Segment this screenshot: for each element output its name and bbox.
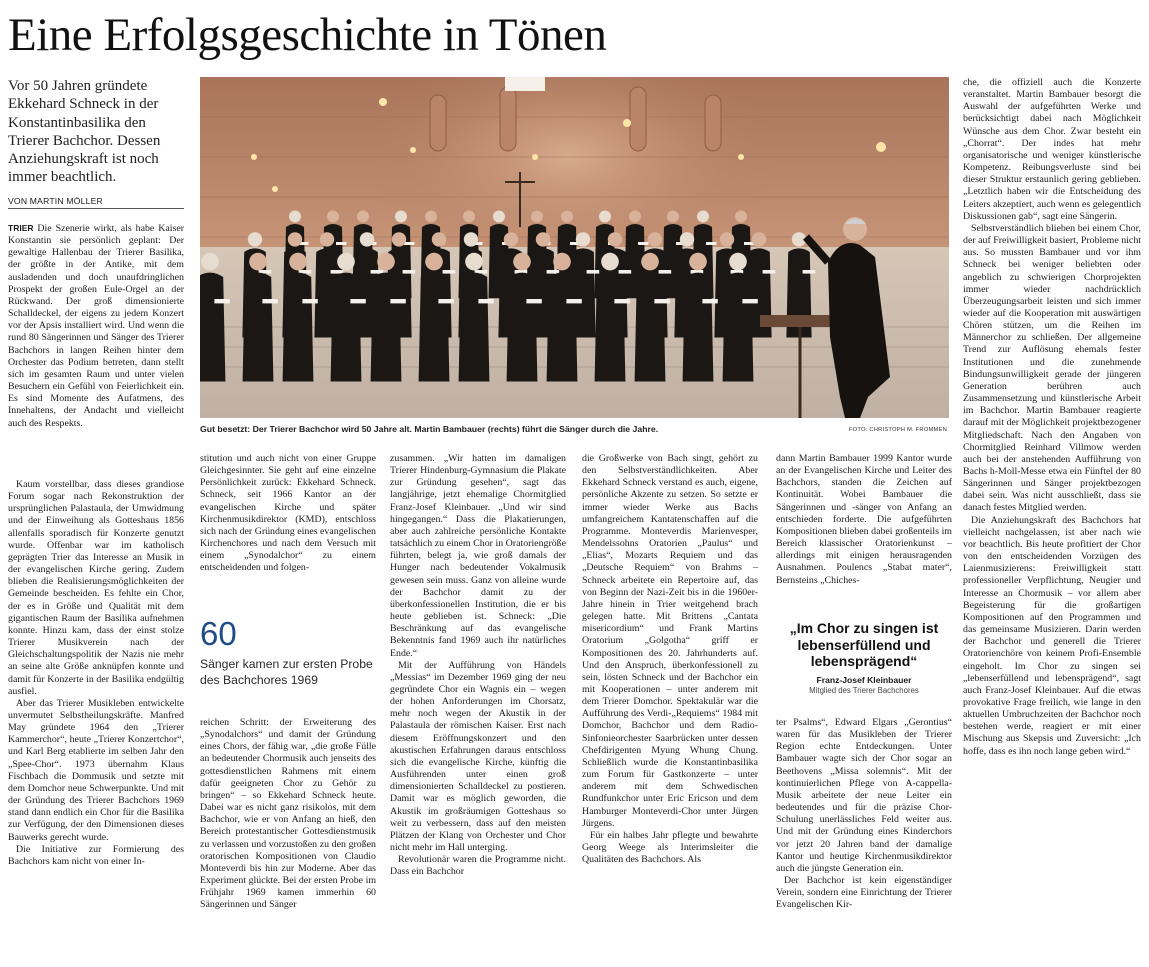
paragraph: Die Anziehungskraft des Bachchors hat vielleicht nachgelassen, ist aber nach wie vor beachtlich. Bis heute profitiert der Chor von den entscheidenden Vorzügen des Laienmusizierens: Freiwilligkeit statt professioneller Verpflichtung, Neugier und Interesse an Chormusik – vor allem aber Begeisterung für die großartigen Kompositionen auf den Programmen und das gemeinsame Musizieren. Darin werden der Bachchor und generell die Trierer Oratorienchöre von keinem Profi-Ensemble eingeholt. Im Chor zu singen sei „lebenserfüllend und lebensprägend“, sagt auch Franz-Josef Kleinbauer. Auf die etwas provokative Frage freilich, wie lange in den aktuellen Umbruchzeiten der Bachchor noch bestehen werde, reagiert er mit einer Mischung aus Skepsis und Zuversicht: „Ich hoffe, dass es ihn noch lange geben wird.“ (963, 514, 1141, 757)
fact-number: 60 (200, 615, 237, 652)
column-5-bottom (776, 717, 952, 912)
paragraph: Der Bachchor ist kein eigenständiger Verein, sondern eine Einrichtung der Trierer Evangelischen Kir- (776, 875, 952, 911)
column-2-top: stitution und auch nicht von einer Gruppe Gleichgesinnter. Sie geht auf eine einzelne Persönlichkeit zurück: Ekkehard Schneck. Schneck, seit 1966 Kantor an der evangelischen Kirche und später Kirchenmusikdirektor (KMD), entschloss sich nach der Gründung eines evangelischen Kirchenchores und nach dem Versuch mit einem „Synodalchor“ zu einem entscheidenden und folgen- (200, 453, 376, 574)
pull-quote-author: Franz-Josef Kleinbauer (816, 674, 912, 685)
column-6 (963, 77, 1141, 758)
column-2-bottom: reichen Schritt: der Erweiterung des „Synodalchors“ und damit der Gründung eines Chors, der fähig war, „die große Fülle an bedeutender Chormusik auch jenseits des gottesdienstlichen Rahmens mit einem dafür geeigneten Chor zu Gehör zu bringen“ – so Ekkehard Schneck heute. Dabei war es nicht ganz risikolos, mit dem Bachchor, wie er von Anfang an hieß, den Bereich protestantischer Gottesdienstmusik zu verlassen und vorzustoßen zu den großen oratorischen Kompositionen von Claudio Monteverdi bis hin zur Moderne. Aber das Experiment glückte. Bei der ersten Probe im Frühjahr 1969 kamen immerhin 60 Sängerinnen und Sänger (200, 717, 376, 911)
paragraph: Für ein halbes Jahr pflegte und bewahrte Georg Weege als Interimsleiter die Qualitäten des Bachchors. Als (582, 829, 758, 866)
column-5-top: dann Martin Bambauer 1999 Kantor wurde an der Evangelischen Kirche und Leiter des Bachchors, standen die Zeichen auf Kontinuität. Wobei Bambauer die Sängerinnen und -sänger von Anfang an entschieden forderte. Die aufgeführten Kompositionen blieben dabei großenteils im Bereich klassischer Oratorienkunst – allerdings mit einigen herausragenden Ausnahmen. Poulencs „Stabat mater“, Bernsteins „Chiches- (776, 453, 952, 586)
dateline: TRIER (8, 223, 34, 233)
pull-quote (776, 620, 952, 695)
pull-quote-role: Mitglied des Trierer Bachchores (809, 685, 919, 695)
paragraph: che, die offiziell auch die Konzerte veranstaltet. Martin Bambauer besorgt die Auswahl der aufgeführten Werke und berücksichtigt dabei nach Möglichkeit Wünsche aus dem Chor. Zwar besteht ein „Chorrat“. Der indes hat mehr organisatorische und weniger künstlerische Kompetenz. Reibungsverluste sind bei dieser Struktur erstaunlich gering geblieben. „Letztlich haben wir die Entscheidung des Leiters akzeptiert, auch wenn es gelegentlich Diskussionen gab“, sagt eine Sängerin. (963, 77, 1141, 222)
photo-caption: Gut besetzt: Der Trierer Bachchor wird 50 Jahre alt. Martin Bambauer (rechts) führt die Sänger durch die Jahre. (200, 424, 659, 434)
column-4 (582, 453, 758, 866)
paragraph: Die Initiative zur Formierung des Bachchors kam nicht von einer In- (8, 843, 184, 867)
paragraph: Kaum vorstellbar, dass dieses grandiose Forum sogar nach Rekonstruktion der ursprünglichen Palastaula, der Umwidmung und der Einweihung als Gotteshaus 1856 allenfalls sporadisch für Konzerte genutzt wurde. Offenbar war im katholisch geprägten Trier das Interesse an Musik in der evangelischen Kirche gering. Zudem blieben die Realisierungsmöglichkeiten der Gemeinde bescheiden. Es fehlte ein Chor, der es in Größe und Qualität mit dem gigantischen Raum der Basilika aufnehmen konnte. Hinzu kam, dass der einst stolze Trierer Musikverein nach der Gleichschaltungspolitik der Nazis nie mehr an seine alte Größe anknüpfen konnte und damit für Konzerte in der Basilika endgültig ausfiel. (8, 479, 184, 697)
paragraph: Aber das Trierer Musikleben entwickelte unvermutet Selbstheilungskräfte. Manfred May gründete 1964 den „Trierer Kammerchor“, heute „Trierer Konzertchor“, und Karl Berg etablierte im selben Jahr den „Spee-Chor“. 1973 übernahm Klaus Fischbach die Dommusik und setzte mit dem Domchor neue Schwerpunkte. Und mit der Gründung des Trierer Bachchors 1969 stand dann endlich ein Chor für die Basilika zur Verfügung, der den Dimensionen dieses Bauwerks gerecht wurde. (8, 697, 184, 843)
lead-paragraph: Die Szenerie wirkt, als habe Kaiser Konstantin sie persönlich geplant: Der gewaltige Hallenbau der Trierer Basilika, der größte in der Antike, mit dem ausladenden und doch unaufdringlichen Prospekt der großen Eule-Orgel an der Rückwand. Der groß dimensionierte Schalldeckel, der eigens zu jedem Konzert vor der Apsis installiert wird. Und wenn die rund 80 Sängerinnen und Sänger des Trierer Bachchors in langen Reihen hinter dem Orchester das Podium betreten, dann stellt sich im gesamten Raum und unter vielen Besuchern ein Gefühl von Feierlichkeit ein. Es sind Momente des Aufatmens, des Innehaltens, der Andacht und vielleicht auch des Respekts. (8, 223, 184, 429)
fact-text: Sänger kamen zur ersten Probe des Bachchores 1969 (200, 657, 373, 687)
pull-quote-text: „Im Chor zu singen ist lebenserfüllend und lebensprägend“ (789, 620, 939, 670)
paragraph: ter Psalms“, Edward Elgars „Gerontius“ waren für das Musikleben der Trierer Region echte Entdeckungen. Unter Bambauer wagte sich der Chor sogar an Beethovens „Missa solemnis“. Mit der kontinuierlichen Pflege von A-cappella-Musik arbeitete der neue Leiter ein bedeutendes und für die präzise Chor-Schulung unerlässliches Feld weiter aus. Und mit der Gründung eines Kinderchors vor jetzt 20 Jahren band der damalige Kantor und heutige Kirchenmusikdirektor auch die jüngste Generation ein. (776, 717, 952, 874)
paragraph: Revolutionär waren die Programme nicht. Dass ein Bachchor (390, 854, 566, 878)
headline: Eine Erfolgsgeschichte in Tönen (8, 9, 607, 61)
photo-credit: FOTO: CHRISTOPH M. FROMMEN (848, 427, 947, 433)
byline: VON MARTIN MÖLLER (8, 196, 184, 209)
column-1-bottom (8, 479, 184, 868)
paragraph: die Großwerke von Bach singt, gehört zu den Selbstverständlichkeiten. Aber Ekkehard Schneck verstand es auch, eigene, persönliche Akzente zu setzen. So setzte er immer wieder Werke aus Bachs umfangreichem Kantatenschaffen auf die Programme. Monteverdis Marienvesper, Mendelssohns Oratorien „Paulus“ und „Elias“, Mozarts Requiem und das „Deutsche Requiem“ von Brahms – Schneck arbeitete ein Repertoire auf, das von Beginn der Nazi-Zeit bis in die 1960er-Jahre hinein in Trier weitgehend brach gelegen hatte. Mit Brittens „Cantata misericordium“ und Frank Martins Oratorium „Golgotha“ griff er Kompositionen des 20. Jahrhunderts auf. Und den Anspruch, überkonfessionell zu sein, lösten Schneck und der Bachchor ein mit Kooperationen – unter anderem mit dem Trierer Domchor. Spektakulär war die Aufführung des Verdi-„Requiems“ 1984 mit Domchor, Bachchor und dem Radio-Sinfonieorchester Saarbrücken unter dessen Chefdirigenten Myung Whung Chung. Schließlich wurde die Konstantinbasilika zum Forum für Gastkonzerte – unter anderem mit dem Schwedischen Rundfunkchor unter Eric Ericson und dem Hamburger Monteverdi-Chor unter Jürgen Jürgens. (582, 453, 758, 829)
choir-photo-illustration (200, 77, 949, 418)
paragraph: Mit der Aufführung von Händels „Messias“ im Dezember 1969 ging der neu gegründete Chor ein Wagnis ein – wegen der hohen Anforderungen im Chorsatz, mehr noch wegen der Akustik in der Palastaula der römischen Kaiser. Erst nach diesem Eröffnungskonzert und den akustischen Erfahrungen daraus entschloss sich die evangelische Kirche, künftig die Ausführenden unter einen groß dimensionierten Schalldeckel zu postieren. Damit war es möglich geworden, die Akustik im großräumigen Gotteshaus so weit zu verbessern, dass auf den meisten Plätzen der Klang von Orchester und Chor nicht mehr im Hall unterging. (390, 659, 566, 853)
fact-box (200, 616, 380, 688)
column-1-top (8, 222, 184, 430)
choir-photo (200, 77, 949, 418)
column-3 (390, 453, 566, 878)
paragraph: Selbstverständlich blieben bei einem Chor, der auf Freiwilligkeit basiert, Probleme nicht aus. So mussten Bambauer und vor ihm Schneck bei weniger beliebten oder angeblich zu schwierigen Chorprojekten immer wieder nachdrücklich Überzeugungsarbeit leisten und sich immer wieder auf die Kooperation mit auswärtigen Chören stützen, um die Reihen im Männerchor zu schließen. Der allgemeine Trend zur Auflösung ehemals fester Institutionen und die zunehmende Bindungsunwilligkeit gerade der jüngeren Generation berühren auch Zusammensetzung und künstlerische Arbeit im Bachchor. Martin Bambauer reagierte darauf mit der Möglichkeit projektbezogener Mitgliedschaft. Nach den Angaben von Chormitglied Reinhard Villmow werden auch bei der anstehenden Aufführung von Bachs h-Moll-Messe etwa ein Fünftel der 80 Sängerinnen und Sänger projektbezogen dabei sein. Was nicht ausschließt, dass sie danach festes Mitglied werden. (963, 222, 1141, 514)
teaser: Vor 50 Jahren gründete Ekkehard Schneck in der Konstantinbasilika den Trierer Bachchor. Dessen Anziehungskraft ist noch immer beachtlich. (8, 78, 161, 186)
paragraph: zusammen. „Wir hatten im damaligen Trierer Hindenburg-Gymnasium die Plakate zur Gründung gesehen“, sagt das langjährige, jetzt ehemalige Chormitglied Franz-Josef Kleinbauer. „Und wir sind hingegangen.“ Dass die Plakatierungen, aber auch zahlreiche persönliche Kontakte tatsächlich zu einem Chor in Oratoriengröße führten, belegt ja, wie groß damals der Hunger nach bedeutender Vokalmusik gewesen sein muss. Ganz von alleine wurde der Bachchor damit zu der überkonfessionellen Institution, die er bis heute geblieben ist. Schneck: „Die Beschränkung auf das evangelische Bekenntnis fand 1969 auch ihr natürliches Ende.“ (390, 453, 566, 659)
